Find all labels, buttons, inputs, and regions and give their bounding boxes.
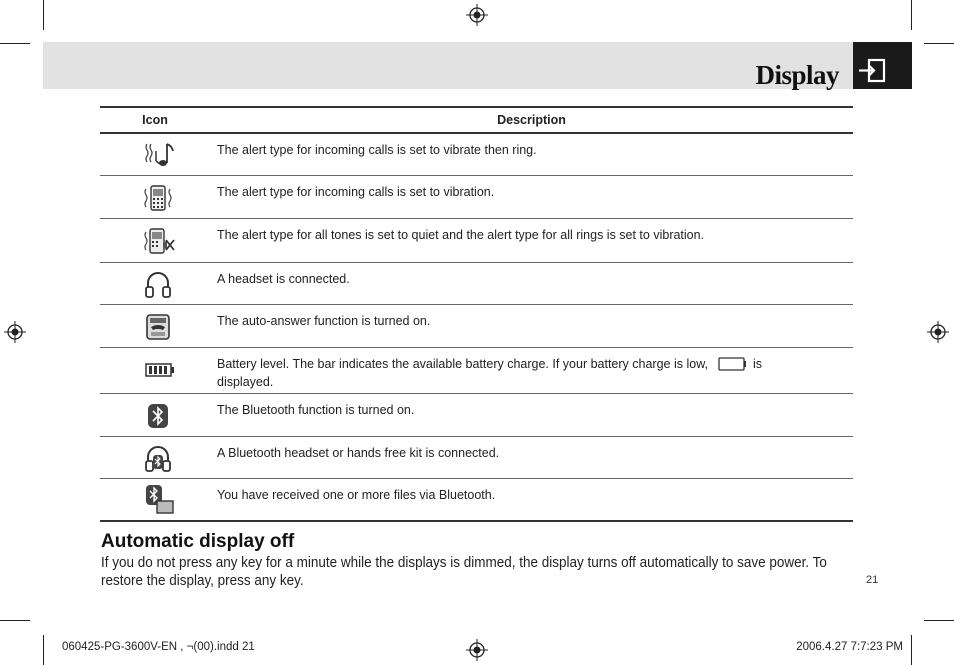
registration-mark-icon: [466, 4, 488, 26]
headset-icon: [143, 271, 173, 299]
table-row: [100, 305, 853, 348]
table-row: [100, 176, 853, 219]
crop-mark: [924, 43, 954, 44]
crop-mark: [924, 620, 954, 621]
row-description: The Bluetooth function is turned on.: [217, 403, 415, 417]
battery-low-icon: [718, 356, 748, 372]
quiet-vibration-icon: [143, 227, 175, 255]
table-row: [100, 134, 853, 176]
auto-answer-icon: [143, 313, 173, 341]
crop-mark: [0, 43, 30, 44]
row-description: You have received one or more files via Bluetooth.: [217, 488, 496, 502]
section-heading: Automatic display off: [101, 531, 295, 552]
table-row: [100, 348, 853, 394]
battery-description-text-end: is displayed.: [217, 357, 763, 389]
row-description: [217, 348, 853, 393]
row-description: The alert type for all tones is set to quiet and the alert type for all rings is set to vibration.: [217, 228, 705, 242]
column-header-icon: Icon: [142, 113, 168, 127]
bluetooth-file-icon: [143, 483, 175, 515]
table-row: [100, 394, 853, 437]
row-description: The alert type for incoming calls is set to vibrate then ring.: [217, 143, 537, 157]
column-header-description: Description: [497, 113, 566, 127]
section-body: If you do not press any key for a minute while the displays is dimmed, the display turns off automatically to save power. To restore the display, press any key.: [101, 555, 827, 589]
crop-mark: [43, 635, 44, 665]
table-row: [100, 219, 853, 263]
section-tab: [853, 42, 912, 89]
icon-table: [100, 106, 853, 522]
page-title: Display: [755, 60, 839, 90]
crop-mark: [911, 0, 912, 30]
bluetooth-headset-icon: [143, 445, 173, 473]
footer-file-info: 060425-PG-3600V-EN , ¬(00).indd 21: [62, 641, 255, 653]
row-description: The auto-answer function is turned on.: [217, 314, 431, 328]
registration-mark-icon: [466, 639, 488, 661]
crop-mark: [911, 635, 912, 665]
vibrate-then-ring-icon: [143, 141, 177, 169]
vibration-icon: [143, 184, 173, 212]
row-description: A Bluetooth headset or hands free kit is connected.: [217, 446, 500, 460]
row-description: A headset is connected.: [217, 272, 350, 286]
battery-description-text: Battery level. The bar indicates the available battery charge. If your battery charge is low,: [217, 357, 709, 371]
footer-timestamp: 2006.4.27 7:7:23 PM: [796, 641, 903, 653]
table-header: [100, 108, 853, 134]
row-description: The alert type for incoming calls is set to vibration.: [217, 185, 495, 199]
registration-mark-icon: [4, 321, 26, 343]
enter-arrow-icon: [857, 58, 887, 84]
page-number: 21: [866, 574, 879, 586]
table-row: [100, 479, 853, 520]
battery-icon: [143, 355, 175, 383]
crop-mark: [43, 0, 44, 30]
bluetooth-icon: [143, 402, 173, 430]
table-row: [100, 263, 853, 305]
registration-mark-icon: [927, 321, 949, 343]
table-row: [100, 437, 853, 479]
crop-mark: [0, 620, 30, 621]
